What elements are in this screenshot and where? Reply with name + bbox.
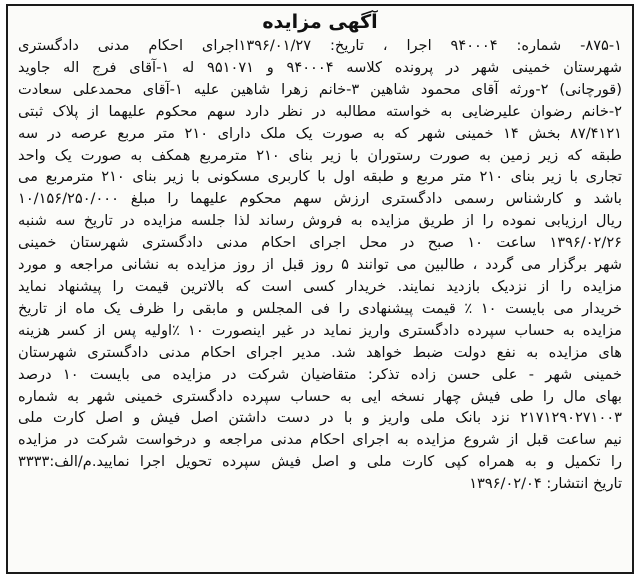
notice-line: شهر برگزار می گردد ، طالبین می توانند ۵ روز قبل از روز مزایده به نشانی مراجعه و مورد: [18, 256, 622, 274]
notice-title: آگهی مزایده: [262, 11, 378, 33]
notice-line: بهای مال را طی فیش چهار نسخه ایی به حساب سپرده دادگستری خمینی شهر به شماره: [18, 387, 622, 405]
notice-line: های مزایده به نفع دولت ضبط خواهد شد. مدیر اجرای احکام مدنی دادگستری شهرستان: [18, 343, 622, 361]
auction-notice: [6, 4, 634, 574]
notice-line: باشد و کارشناس رسمی دادگستری ارزش سهم محکوم علیهما را مبلغ ۱۰/۱۵۶/۲۵۰/۰۰۰: [18, 190, 622, 208]
notice-line: تجاری با زیر بنای ۲۱۰ متر مربع و طبقه اول با کاربری مسکونی با زیر بنای ۲۱۰ مترمربع می: [18, 168, 622, 186]
notice-line: (قورچانی) ۲-ورثه آقای محمود شاهین ۳-خانم زهرا شاهین علیه ۱-آقای محمدعلی سعادت: [18, 80, 622, 98]
notice-line: ریال ارزیابی نموده را از طریق مزایده به فروش رساند لذا جلسه مزایده در تاریخ سه شنبه: [18, 212, 622, 230]
notice-line: خریدار می بایست ۱۰ ٪ قیمت پیشنهادی را فی المجلس و مابقی را ظرف یک ماه از تاریخ: [18, 299, 622, 317]
notice-line: ۲۱۷۱۲۹۰۲۷۱۰۰۳ نزد بانک ملی واریز و با در دست داشتن اصل فیش و اصل کارت ملی: [18, 409, 622, 427]
notice-line: ۸۷۵-۱- شماره: ۹۴۰۰۰۴ اجرا ، تاریخ: ۱۳۹۶/۰۱/۲۷اجرای احکام مدنی دادگستری: [18, 37, 622, 54]
notice-line: شهرستان خمینی شهر در پرونده کلاسه ۹۴۰۰۰۴ و ۹۵۱۰۷۱ له ۱-آقای فرج اله جاوید: [18, 58, 622, 76]
notice-line: را تکمیل و به همراه کپی کارت ملی و اصل فیش سپرده تحویل اجرا نمایید.م/الف:۳۳۳۳: [18, 453, 622, 471]
notice-line: ۸۷/۴۱۲۱ بخش ۱۴ خمینی شهر که به صورت یک ملک دارای ۲۱۰ متر مربع عرصه در سه: [18, 124, 622, 142]
notice-line: نیم ساعت قبل از شروع مزایده به اجرای احکام مدنی مراجعه و درخواست شرکت در مزایده: [18, 431, 622, 449]
notice-line: ۲-خانم رضوان علیرضایی به خواسته مطالبه در نظر دارد سهم محکوم علیهما از پلاک ثبتی: [18, 102, 622, 120]
notice-line: مزایده به حساب سپرده دادگستری واریز نماید در غیر اینصورت ۱۰ ٪اولیه پس از کسر هزینه: [18, 321, 622, 339]
notice-line: ۱۳۹۶/۰۲/۲۶ ساعت ۱۰ صبح در محل اجرای احکام مدنی دادگستری شهرستان خمینی: [18, 234, 622, 252]
publication-date: تاریخ انتشار: ۱۳۹۶/۰۲/۰۴: [469, 475, 622, 493]
notice-line: مزایده را از نزدیک بازدید نمایند. خریدار کسی است که بالاترین قیمت را پیشنهاد نماید: [18, 277, 622, 295]
notice-line: خمینی شهر - علی حسن زاده تذکر: متقاضیان شرکت در مزایده می بایست ۱۰ درصد: [18, 365, 622, 383]
notice-line: طبقه که زیر زمین به صورت رستوران با زیر بنای ۲۱۰ مترمربع همکف به صورت یک واحد: [18, 146, 622, 164]
